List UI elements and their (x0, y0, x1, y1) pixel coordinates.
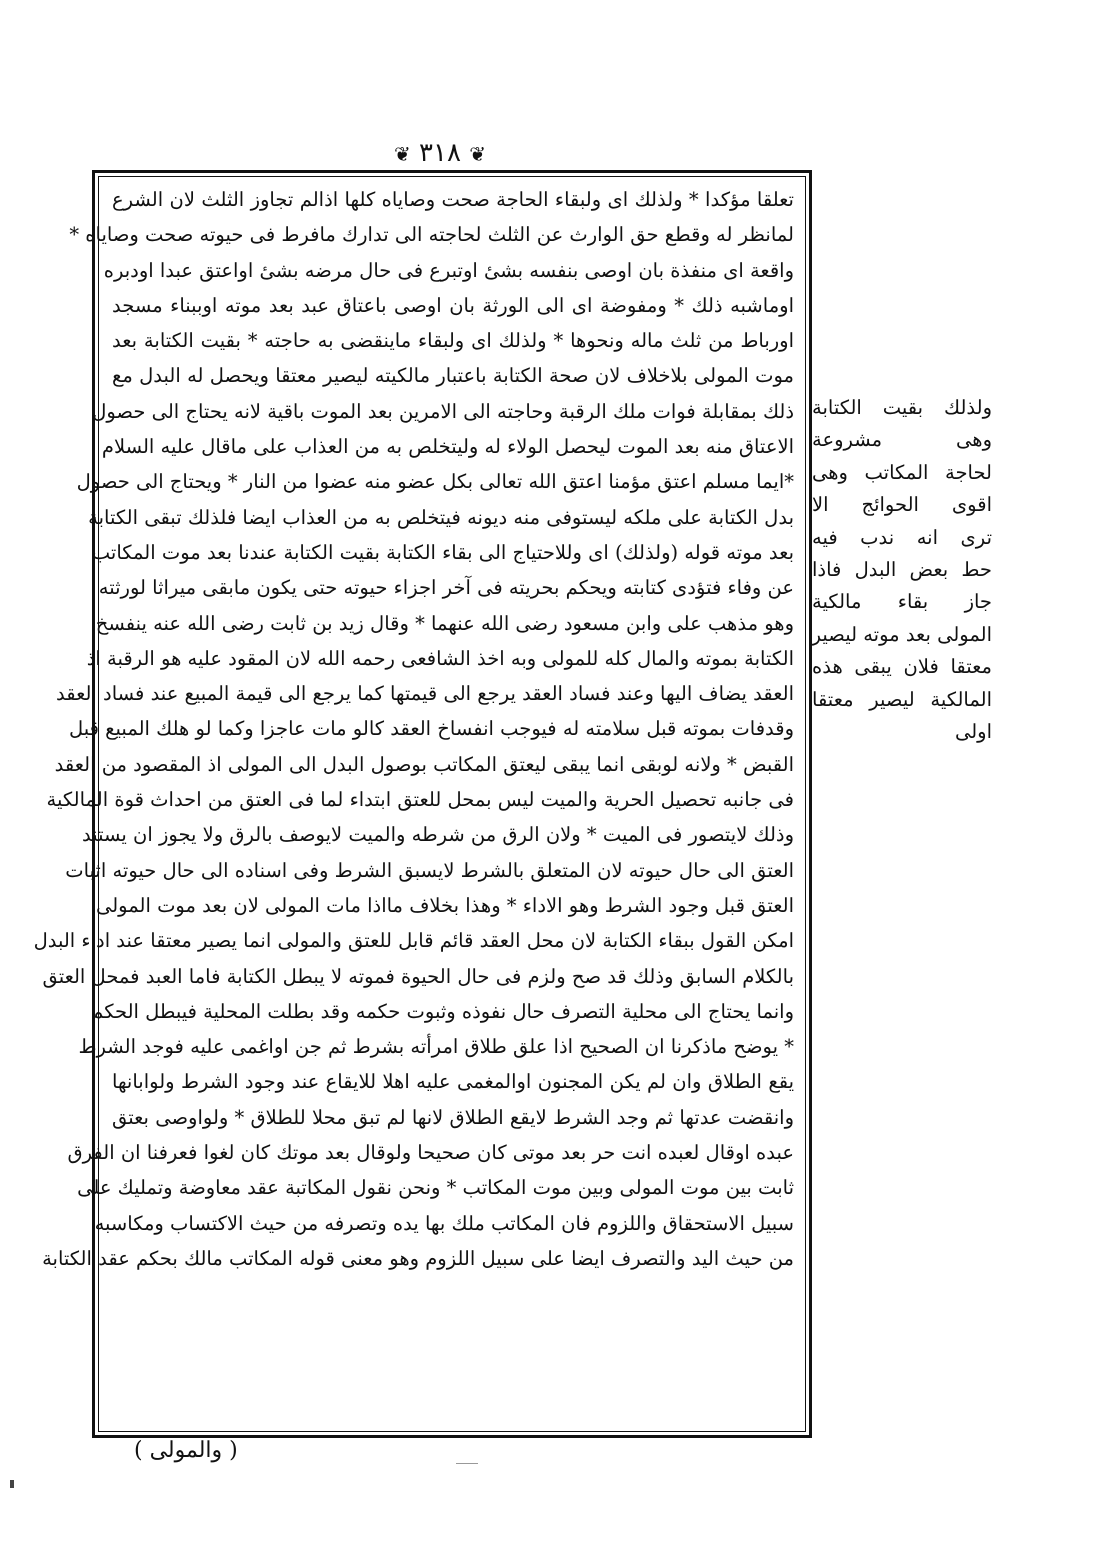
margin-line: لحاجة المكاتب وهى (812, 460, 992, 484)
scan-edge-mark (10, 1480, 14, 1488)
text-line: اورباط من ثلث ماله ونحوها * ولذلك اى ولبقاء ماينقضى به حاجته * بقيت الكتابة بعد (112, 329, 794, 353)
text-line: عن وفاء فتؤدى كتابته ويحكم بحريته فى آخر اجزاء حيوته حتى يكون مابقى ميراثا لورثته (98, 576, 794, 600)
text-line: بعد موته قوله (ولذلك) اى وللاحتياج الى بقاء الكتابة بقيت الكتابة عندنا بعد موت المكاتب (91, 540, 794, 564)
text-line: موت المولى بلاخلاف لان صحة الكتابة باعتبار مالكيته ليصير معتقا ويحصل له البدل مع (112, 364, 794, 388)
text-line: وقدفات بموته قبل سلامته له فيوجب انفساخ العقد كالو مات عاجزا وكما لو هلك المبيع قبل (69, 717, 794, 741)
catchword: ( والمولى ) (134, 1438, 238, 1463)
text-line: العتق الى حال حيوته لان المتعلق بالشرط لايسبق الشرط وفى اسناده الى حال حيوته اثبات (65, 858, 794, 882)
text-line: من حيث اليد والتصرف ايضا على سبيل اللزوم وهو معنى قوله المكاتب مالك بحكم عقد الكتابة (42, 1246, 794, 1270)
text-line: ثابت بين موت المولى وبين موت المكاتب * ونحن نقول المكاتبة عقد معاوضة وتمليك على (77, 1176, 794, 1200)
text-line: اوماشبه ذلك * ومفوضة اى الى الورثة بان اوصى باعتاق عبد بعد موته اوببناء مسجد (112, 293, 794, 317)
margin-line: جاز بقاء مالكية (812, 590, 992, 614)
margin-line: معتقا فلان يبقى هذه (812, 655, 992, 679)
text-line: واقعة اى منفذة بان اوصى بنفسه بشىٔ اوتبرع فى حال مرضه بشىٔ اواعتق عبدا اودبره (103, 258, 794, 282)
text-line: * يوضح ماذكرنا ان الصحيح اذا علق طلاق امرأته بشرط ثم جن اواغمى عليه فوجد الشرط (78, 1035, 794, 1059)
page-number (380, 138, 500, 168)
text-line: العقد يضاف اليها وعند فساد العقد يرجع الى قيمتها كما يرجع الى قيمة المبيع عند فساد العقد (55, 682, 794, 706)
text-line: لمانظر له وقطع حق الوارث عن الثلث لحاجته الى تدارك مافرط فى حيوته صحت وصاياه * (69, 223, 794, 247)
text-line: ذلك بمقابلة فوات ملك الرقبة وحاجته الى الامرين بعد الموت باقية لانه يحتاج الى حصول (92, 399, 794, 423)
text-line: عبده اوقال لعبده انت حر بعد موتى كان صحيحا ولوقال بعد موتك كان لغوا فعرفنا ان الفرق (67, 1141, 794, 1165)
text-line: امكن القول ببقاء الكتابة لان محل العقد قائم قابل للعتق والمولى انما يصير معتقا عند اداء البدل (33, 929, 794, 953)
margin-line: ترى انه ندب فيه (812, 525, 992, 549)
text-line: يقع الطلاق وان لم يكن المجنون اوالمغمى عليه اهلا للايقاع عند وجود الشرط ولوابانها (112, 1070, 794, 1094)
margin-line: المولى بعد موته ليصير (811, 622, 992, 646)
margin-note (812, 392, 992, 748)
page-number-value: ٣١٨ (419, 138, 461, 168)
text-line: سبيل الاستحقاق واللزوم فان المكاتب ملك بها يده وتصرفه من حيث الاكتساب ومكاسبه (94, 1211, 794, 1235)
text-line: القبض * ولانه لوبقى انما يبقى ليعتق المكاتب بوصول البدل الى المولى اذ المقصود من العقد (54, 752, 794, 776)
text-line: وانقضت عدتها ثم وجد الشرط لايقع الطلاق لانها لم تبق محلا للطلاق * ولواوصى بعتق (112, 1105, 794, 1129)
margin-line: المالكية ليصير معتقا (812, 687, 992, 711)
text-line: الكتابة بموته والمال كله للمولى وبه اخذ الشافعى رحمه الله لان المقود عليه هو الرقبة اذ (86, 646, 794, 670)
margin-line: اولى (954, 720, 992, 744)
margin-line: اقوى الحوائج الا (812, 493, 992, 517)
text-line: وهو مذهب على وابن مسعود رضى الله عنهما * وقال زيد بن ثابت رضى الله عنه ينفسخ (95, 611, 794, 635)
margin-line: وهى مشروعة (812, 428, 992, 452)
scan-dash-mark (456, 1463, 478, 1464)
main-text-block (33, 182, 794, 1276)
text-line: بالكلام السابق وذلك قد صح ولزم فى حال الحيوة فموته لا يبطل الكتابة فاما العبد فمحل العتق (42, 964, 794, 988)
text-line: العتق قبل وجود الشرط وهو الاداء * وهذا بخلاف مااذا مات المولى لان بعد موت المولى (95, 893, 794, 917)
text-line: الاعتاق منه بعد الموت ليحصل الولاء له وليتخلص به من العذاب على ماقال عليه السلام (101, 435, 794, 459)
text-line: تعلقا مؤكدا * ولذلك اى ولبقاء الحاجة صحت وصاياه كلها اذالم تجاوز الثلث لان الشرع (112, 188, 794, 211)
ornament-left-icon: ❦ (469, 142, 486, 166)
margin-line: ولذلك بقيت الكتابة (812, 396, 992, 419)
text-line: وذلك لايتصور فى الميت * ولان الرق من شرطه والميت لايوصف بالرق ولا يجوز ان يستند (82, 823, 794, 847)
ornament-right-icon: ❦ (394, 142, 411, 166)
text-line: وانما يحتاج الى محلية التصرف حال نفوذه وثبوت حكمه وقد بطلت المحلية فيبطل الحكم (91, 999, 794, 1023)
text-line: فى جانبه تحصيل الحرية والميت ليس بمحل للعتق ابتداء لما فى العتق من احداث قوة المالكية (46, 788, 794, 812)
text-line: *ايما مسلم اعتق مؤمنا اعتق الله تعالى بكل عضو منه عضوا من النار * ويحتاج الى حصول (76, 470, 794, 494)
text-line: بدل الكتابة على ملكه ليستوفى منه ديونه فيتخلص به من العذاب ايضا فلذلك تبقى الكتابة (88, 505, 794, 529)
margin-line: حط بعض البدل فاذا (812, 558, 992, 582)
